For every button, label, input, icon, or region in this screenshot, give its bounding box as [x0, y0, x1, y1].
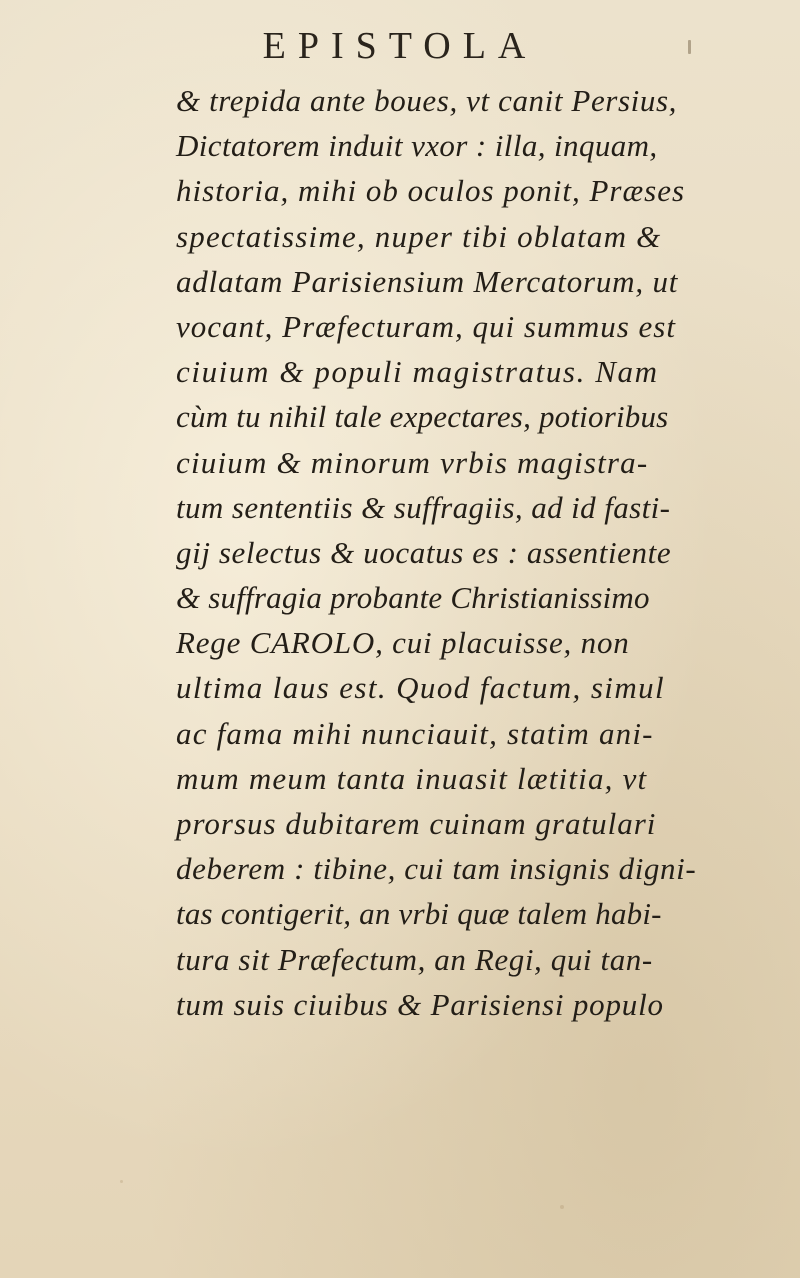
text-line: Rege CAROLO, cui placuisse, non — [176, 625, 630, 661]
text-line: cùm tu nihil tale expectares, potioribus — [176, 399, 669, 435]
text-line: ultima laus est. Quod factum, simul — [176, 670, 666, 706]
text-line: mum meum tanta inuasit lætitia, vt — [176, 760, 648, 796]
paper-stain — [120, 1180, 123, 1183]
text-line: & suffragia probante Christianissimo — [176, 580, 650, 616]
text-line: adlatam Parisiensium Mercatorum, ut — [176, 263, 679, 299]
text-line: vocant, Præfecturam, qui summus est — [176, 308, 676, 344]
text-line: & trepida ante boues, vt canit Persius, — [176, 83, 677, 118]
text-line: ciuium & populi magistratus. Nam — [176, 354, 659, 390]
text-line: tas contigerit, an vrbi quæ talem habi- — [176, 896, 662, 932]
text-line: ciuium & minorum vrbis magistra- — [176, 444, 649, 480]
text-line: prorsus dubitarem cuinam gratulari — [176, 806, 657, 841]
text-line: spectatissime, nuper tibi oblatam & — [176, 218, 662, 254]
text-line: tum sententiis & suffragiis, ad id fasti- — [176, 489, 671, 525]
text-line: ac fama mihi nunciauit, statim ani- — [176, 715, 654, 751]
body-text — [176, 78, 776, 1027]
text-line: historia, mihi ob oculos ponit, Præses — [176, 173, 686, 209]
paper-stain — [560, 1205, 564, 1209]
text-line: tura sit Præfectum, an Regi, qui tan- — [176, 941, 653, 977]
text-line: gij selectus & uocatus es : assentiente — [176, 534, 672, 570]
text-line: Dictatorem induit vxor : illa, inquam, — [176, 128, 658, 164]
text-line: tum suis ciuibus & Parisiensi populo — [176, 986, 664, 1022]
page-heading: EPISTOLA — [262, 25, 538, 67]
text-line: deberem : tibine, cui tam insignis digni- — [176, 851, 697, 887]
